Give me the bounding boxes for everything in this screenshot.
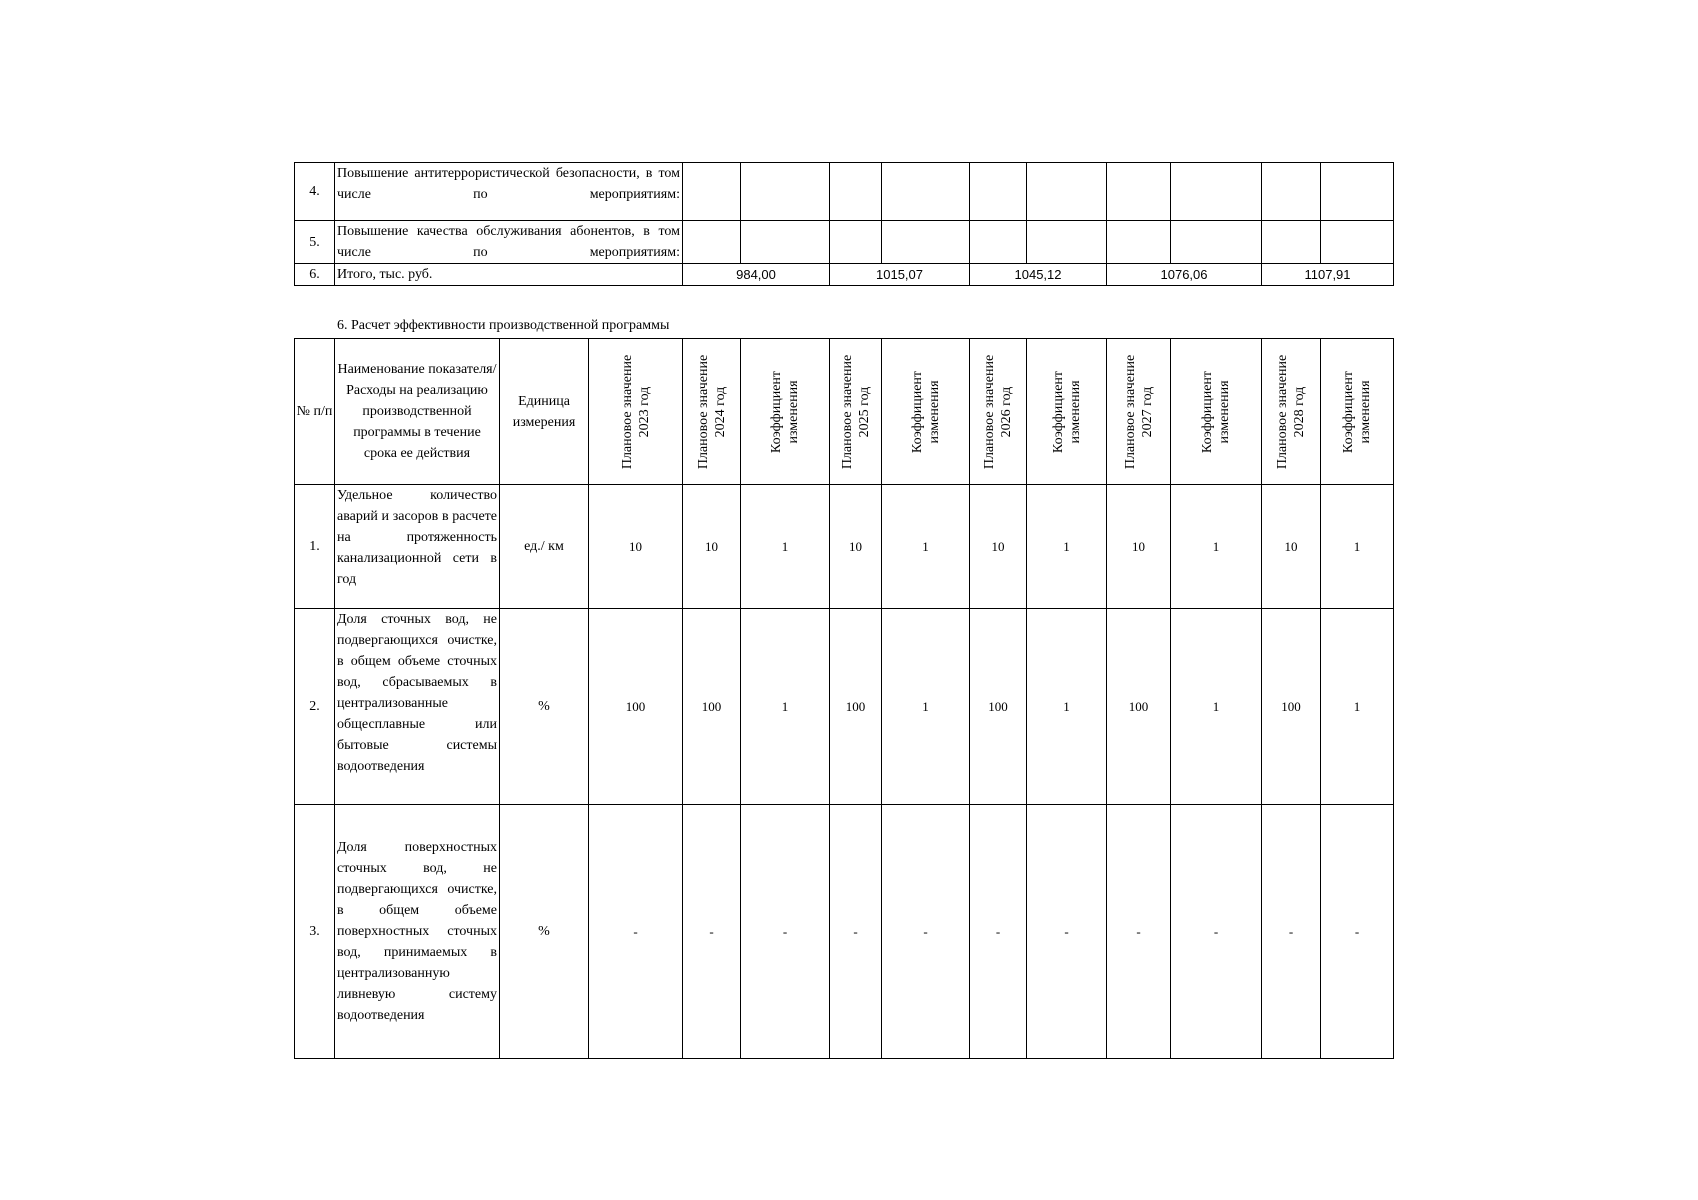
header-col xyxy=(1027,339,1107,485)
header-num: № п/п xyxy=(295,339,335,485)
header-col-text: Плановое значение 2024 год xyxy=(695,354,728,469)
header-col-text: Плановое значение 2025 год xyxy=(839,354,872,469)
header-col xyxy=(1171,339,1262,485)
table-row xyxy=(295,485,1394,609)
header-col xyxy=(970,339,1027,485)
cell-value: 10 xyxy=(1262,485,1321,609)
cell-value: 1 xyxy=(1027,609,1107,805)
cell-value: - xyxy=(1107,805,1171,1059)
efficiency-table xyxy=(294,338,1394,1059)
cell-value: 10 xyxy=(830,485,882,609)
cell-value: 100 xyxy=(970,609,1027,805)
header-col xyxy=(1107,339,1171,485)
table-row xyxy=(295,805,1394,1059)
header-col-text: Коэффициент изменения xyxy=(1341,370,1373,453)
total-value-2027: 1076,06 xyxy=(1107,264,1262,286)
header-col xyxy=(1262,339,1321,485)
row-number: 5. xyxy=(295,221,335,264)
header-col-text: Коэффициент изменения xyxy=(1200,370,1232,453)
header-col xyxy=(589,339,683,485)
row-name: Доля поверхностных сточных вод, не подвергающихся очистке, в общем объеме поверхностных сточных вод, принимаемых в централизованную ливневую систему водоотведения xyxy=(335,805,500,1059)
cell-value: - xyxy=(1321,805,1394,1059)
row-number: 4. xyxy=(295,163,335,221)
cell-value: 10 xyxy=(589,485,683,609)
row-name: Удельное количество аварий и засоров в расчете на протяженность канализационной сети в год xyxy=(335,485,500,609)
cell-value: 10 xyxy=(1107,485,1171,609)
row-text: Итого, тыс. руб. xyxy=(335,264,683,286)
cell-value: 1 xyxy=(741,485,830,609)
header-name: Наименование показателя/Расходы на реализацию производственной программы в течение срока ее действия xyxy=(335,339,500,485)
cell-value: - xyxy=(589,805,683,1059)
cell-value: 100 xyxy=(683,609,741,805)
header-col xyxy=(1321,339,1394,485)
cell-value: 1 xyxy=(741,609,830,805)
cell-value: 100 xyxy=(1262,609,1321,805)
row-unit: % xyxy=(500,609,589,805)
header-col-text: Плановое значение 2028 год xyxy=(1275,354,1307,469)
header-col xyxy=(741,339,830,485)
cell-value: 1 xyxy=(1171,609,1262,805)
table-row xyxy=(295,609,1394,805)
total-value-2025: 1015,07 xyxy=(830,264,970,286)
header-unit: Единица измерения xyxy=(500,339,589,485)
top-table xyxy=(294,162,1394,286)
header-col xyxy=(830,339,882,485)
cell-value: 1 xyxy=(1171,485,1262,609)
cell-value: - xyxy=(741,805,830,1059)
row-number: 2. xyxy=(295,609,335,805)
cell-value: 100 xyxy=(830,609,882,805)
header-col-text: Плановое значение 2027 год xyxy=(1122,354,1155,469)
row-unit: % xyxy=(500,805,589,1059)
cell-value: - xyxy=(683,805,741,1059)
table-row xyxy=(295,163,1394,221)
header-col-text: Плановое значение 2023 год xyxy=(619,354,652,469)
total-value-2028: 1107,91 xyxy=(1262,264,1394,286)
cell-value: - xyxy=(1262,805,1321,1059)
total-row xyxy=(295,264,1394,286)
cell-value: 1 xyxy=(1321,485,1394,609)
cell-value: - xyxy=(1171,805,1262,1059)
header-col xyxy=(683,339,741,485)
header-col-text: Коэффициент изменения xyxy=(909,370,942,453)
cell-value: 1 xyxy=(1321,609,1394,805)
cell-value: 10 xyxy=(970,485,1027,609)
cell-value: - xyxy=(970,805,1027,1059)
cell-value: - xyxy=(882,805,970,1059)
header-col xyxy=(882,339,970,485)
cell-value: 1 xyxy=(1027,485,1107,609)
header-col-text: Коэффициент изменения xyxy=(769,370,801,453)
cell-value: - xyxy=(1027,805,1107,1059)
row-name: Доля сточных вод, не подвергающихся очистке, в общем объеме сточных вод, сбрасываемых в централизованные общесплавные или бытовые системы водоотведения xyxy=(335,609,500,805)
cell-value: 1 xyxy=(882,485,970,609)
cell-value: - xyxy=(830,805,882,1059)
header-col-text: Плановое значение 2026 год xyxy=(982,354,1014,469)
header-col-text: Коэффициент изменения xyxy=(1050,370,1083,453)
cell-value: 100 xyxy=(1107,609,1171,805)
row-unit: ед./ км xyxy=(500,485,589,609)
section-title: 6. Расчет эффективности производственной программы xyxy=(337,318,670,333)
total-value-2024: 984,00 xyxy=(683,264,830,286)
cell-value: 1 xyxy=(882,609,970,805)
row-number: 3. xyxy=(295,805,335,1059)
header-row xyxy=(295,339,1394,485)
row-text: Повышение антитеррористической безопасности, в том числе по мероприятиям: xyxy=(335,163,683,221)
total-value-2026: 1045,12 xyxy=(970,264,1107,286)
table-row xyxy=(295,221,1394,264)
row-number: 1. xyxy=(295,485,335,609)
row-text: Повышение качества обслуживания абонентов, в том числе по мероприятиям: xyxy=(335,221,683,264)
row-number: 6. xyxy=(295,264,335,286)
cell-value: 100 xyxy=(589,609,683,805)
cell-value: 10 xyxy=(683,485,741,609)
